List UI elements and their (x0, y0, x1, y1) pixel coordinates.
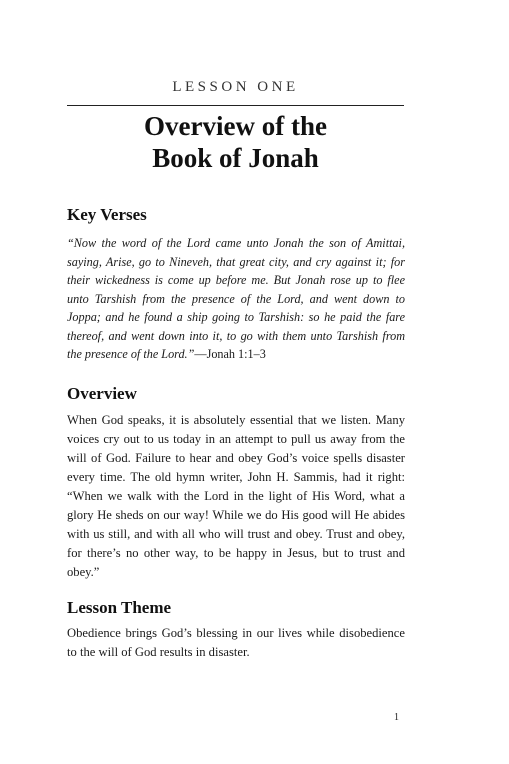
key-verses-heading: Key Verses (67, 205, 147, 224)
lesson-theme-text: Obedience brings God’s blessing in our lives while disobedience to the will of God results in disaster. (67, 626, 405, 659)
key-verses-quote (67, 234, 405, 364)
verse-text: “Now the word of the Lord came unto Jonah the son of Amittai, saying, Arise, go to Nineveh, that great city, and cry against it; for their wickedness is come up before me. But Jonah rose up to flee unto Tarshish from the presence of the Lord, and went down to Joppa; and he found a ship going to Tarshish: so he paid the fare thereof, and went down into it, to go with them unto Tarshish from the presence of the Lord.” (67, 236, 405, 361)
title-line-2: Book of Jonah (152, 143, 319, 173)
lesson-theme-heading: Lesson Theme (67, 598, 172, 617)
page-title (67, 110, 404, 174)
title-line-1: Overview of the (144, 111, 327, 141)
overview-text: When God speaks, it is absolutely essential that we listen. Many voices cry out to us today in an attempt to pull us away from the will of God. Failure to hear and obey God’s voice spells disaster every time. The old hymn writer, John H. Sammis, had it right: “When we walk with the Lord in the light of His Word, what a glory He sheds on our way! While we do His good will He abides with us still, and with all who will trust and obey. Trust and obey, for there’s no other way, to be happy in Jesus, but to trust and obey.” (67, 413, 405, 579)
header-rule (67, 105, 404, 106)
verse-reference: —Jonah 1:1–3 (194, 347, 266, 361)
overview-heading: Overview (67, 384, 137, 403)
page-number: 1 (394, 712, 399, 723)
lesson-label: LESSON ONE (172, 79, 299, 95)
